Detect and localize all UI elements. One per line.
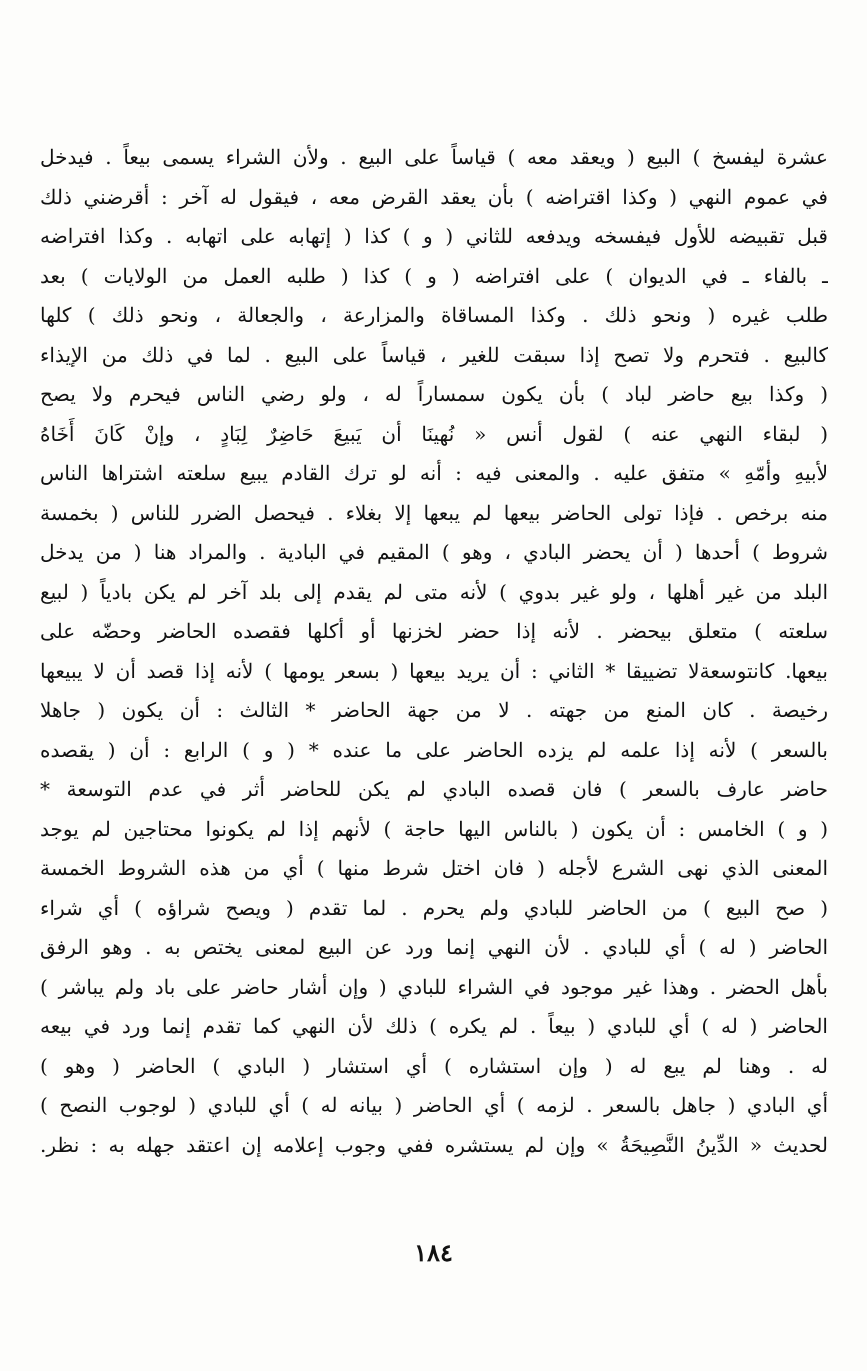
text-line: الحاضر ( له ) أي للبادي . لأن النهي إنما ورد عن البيع لمعنى يختص به . وهو الرفق xyxy=(40,935,828,959)
text-line: حاضر عارف بالسعر ) فان قصده البادي لم يكن للحاضر أثر في عدم التوسعة * xyxy=(40,777,828,801)
text-line: طلب غيره ( ونحو ذلك . وكذا المساقاة والمزارعة ، والجعالة ، ونحو ذلك ) كلها xyxy=(40,303,828,327)
text-line: بأهل الحضر . وهذا غير موجود في الشراء للبادي ( وإن أشار حاضر على باد ولم يباشر ) xyxy=(40,974,828,999)
page-number: ١٨٤ xyxy=(414,1238,453,1267)
text-line: ( وكذا بيع حاضر لباد ) بأن يكون سمساراً له ، ولو رضي الناس فيحرم ولا يصح xyxy=(40,382,828,406)
text-line: أي البادي ( جاهل بالسعر . لزمه ) أي الحاضر ( بيانه له ) أي للبادي ( لوجوب النصح ) xyxy=(40,1093,828,1117)
text-line: ( صح البيع ) من الحاضر للبادي ولم يحرم . لما تقدم ( ويصح شراؤه ) أي شراء xyxy=(40,895,828,920)
text-line: بالسعر ) لأنه إذا علمه لم يزده الحاضر على ما عنده * ( و ) الرابع : أن ( يقصده xyxy=(40,737,828,762)
text-line: ـ بالفاء ـ في الديوان ) على افتراضه ( و ) كذا ( طلبه العمل من الولايات ) بعد xyxy=(40,263,828,288)
text-line: منه برخص . فإذا تولى الحاضر بيعها لم يبعها إلا بغلاء . فيحصل الضرر للناس ( بخمسة xyxy=(40,500,828,525)
text-line: عشرة ليفسخ ) البيع ( ويعقد معه ) قياساً على البيع . ولأن الشراء يسمى بيعاً . فيدخل xyxy=(40,145,828,169)
text-line: سلعته ) متعلق بيحضر . لأنه إذا حضر لخزنها أو أكلها فقصده الحاضر وحضّه على xyxy=(40,619,828,643)
text-line: ( و ) الخامس : أن يكون ( بالناس اليها حاجة ) لأنهم إذا لم يكونوا محتاجين لم يوجد xyxy=(40,816,828,841)
text-line: في عموم النهي ( وكذا اقتراضه ) بأن يعقد القرض معه ، فيقول له آخر : أقرضني ذلك xyxy=(40,184,828,209)
text-line: كالبيع . فتحرم ولا تصح إذا سبقت للغير ، قياساً على البيع . لما في ذلك من الإيذاء xyxy=(40,342,828,367)
text-line: الحاضر ( له ) أي للبادي ( بيعاً . لم يكره ) ذلك لأن النهي كما تقدم إنما ورد في بيعه xyxy=(40,1014,828,1038)
text-line: قبل تقبيضه للأول فيفسخه ويدفعه للثاني ( و ) كذا ( إتهابه على اتهابه . وكذا افتراضه xyxy=(40,224,828,248)
text-line: لأبيهِ وأمّهِ » متفق عليه . والمعنى فيه : أنه لو ترك القادم يبيع سلعته اشتراها الناس xyxy=(40,461,828,485)
text-line: له . وهنا لم يبع له ( وإن استشاره ) أي استشار ( البادي ) الحاضر ( وهو ) xyxy=(40,1053,828,1078)
text-line: رخيصة . كان المنع من جهته . لا من جهة الحاضر * الثالث : أن يكون ( جاهلا xyxy=(40,698,828,722)
page-body-text xyxy=(40,138,828,1165)
text-line: ( لبقاء النهي عنه ) لقول أنس « نُهينَا أن يَبيعَ حَاضِرٌ لِبَادٍ ، وإنْ كَانَ أَخَاهُ xyxy=(40,421,828,446)
text-line: المعنى الذي نهى الشرع لأجله ( فان اختل شرط منها ) أي من هذه الشروط الخمسة xyxy=(40,856,828,880)
text-line: شروط ) أحدها ( أن يحضر البادي ، وهو ) المقيم في البادية . والمراد هنا ( من يدخل xyxy=(40,540,828,564)
text-line: البلد من غير أهلها ، ولو غير بدوي ) لأنه متى لم يقدم إلى بلد آخر لم يكن بادياً ( لبيع xyxy=(40,579,828,604)
text-line: لحديث « الدِّينُ النَّصِيحَةُ » وإن لم يستشره ففي وجوب إعلامه إن اعتقد جهله به : نظر. xyxy=(40,1132,828,1157)
text-line: بيعها. كانتوسعةلا تضييقا * الثاني : أن يريد بيعها ( بسعر يومها ) لأنه إذا قصد أن لا يبيعها xyxy=(40,658,828,683)
